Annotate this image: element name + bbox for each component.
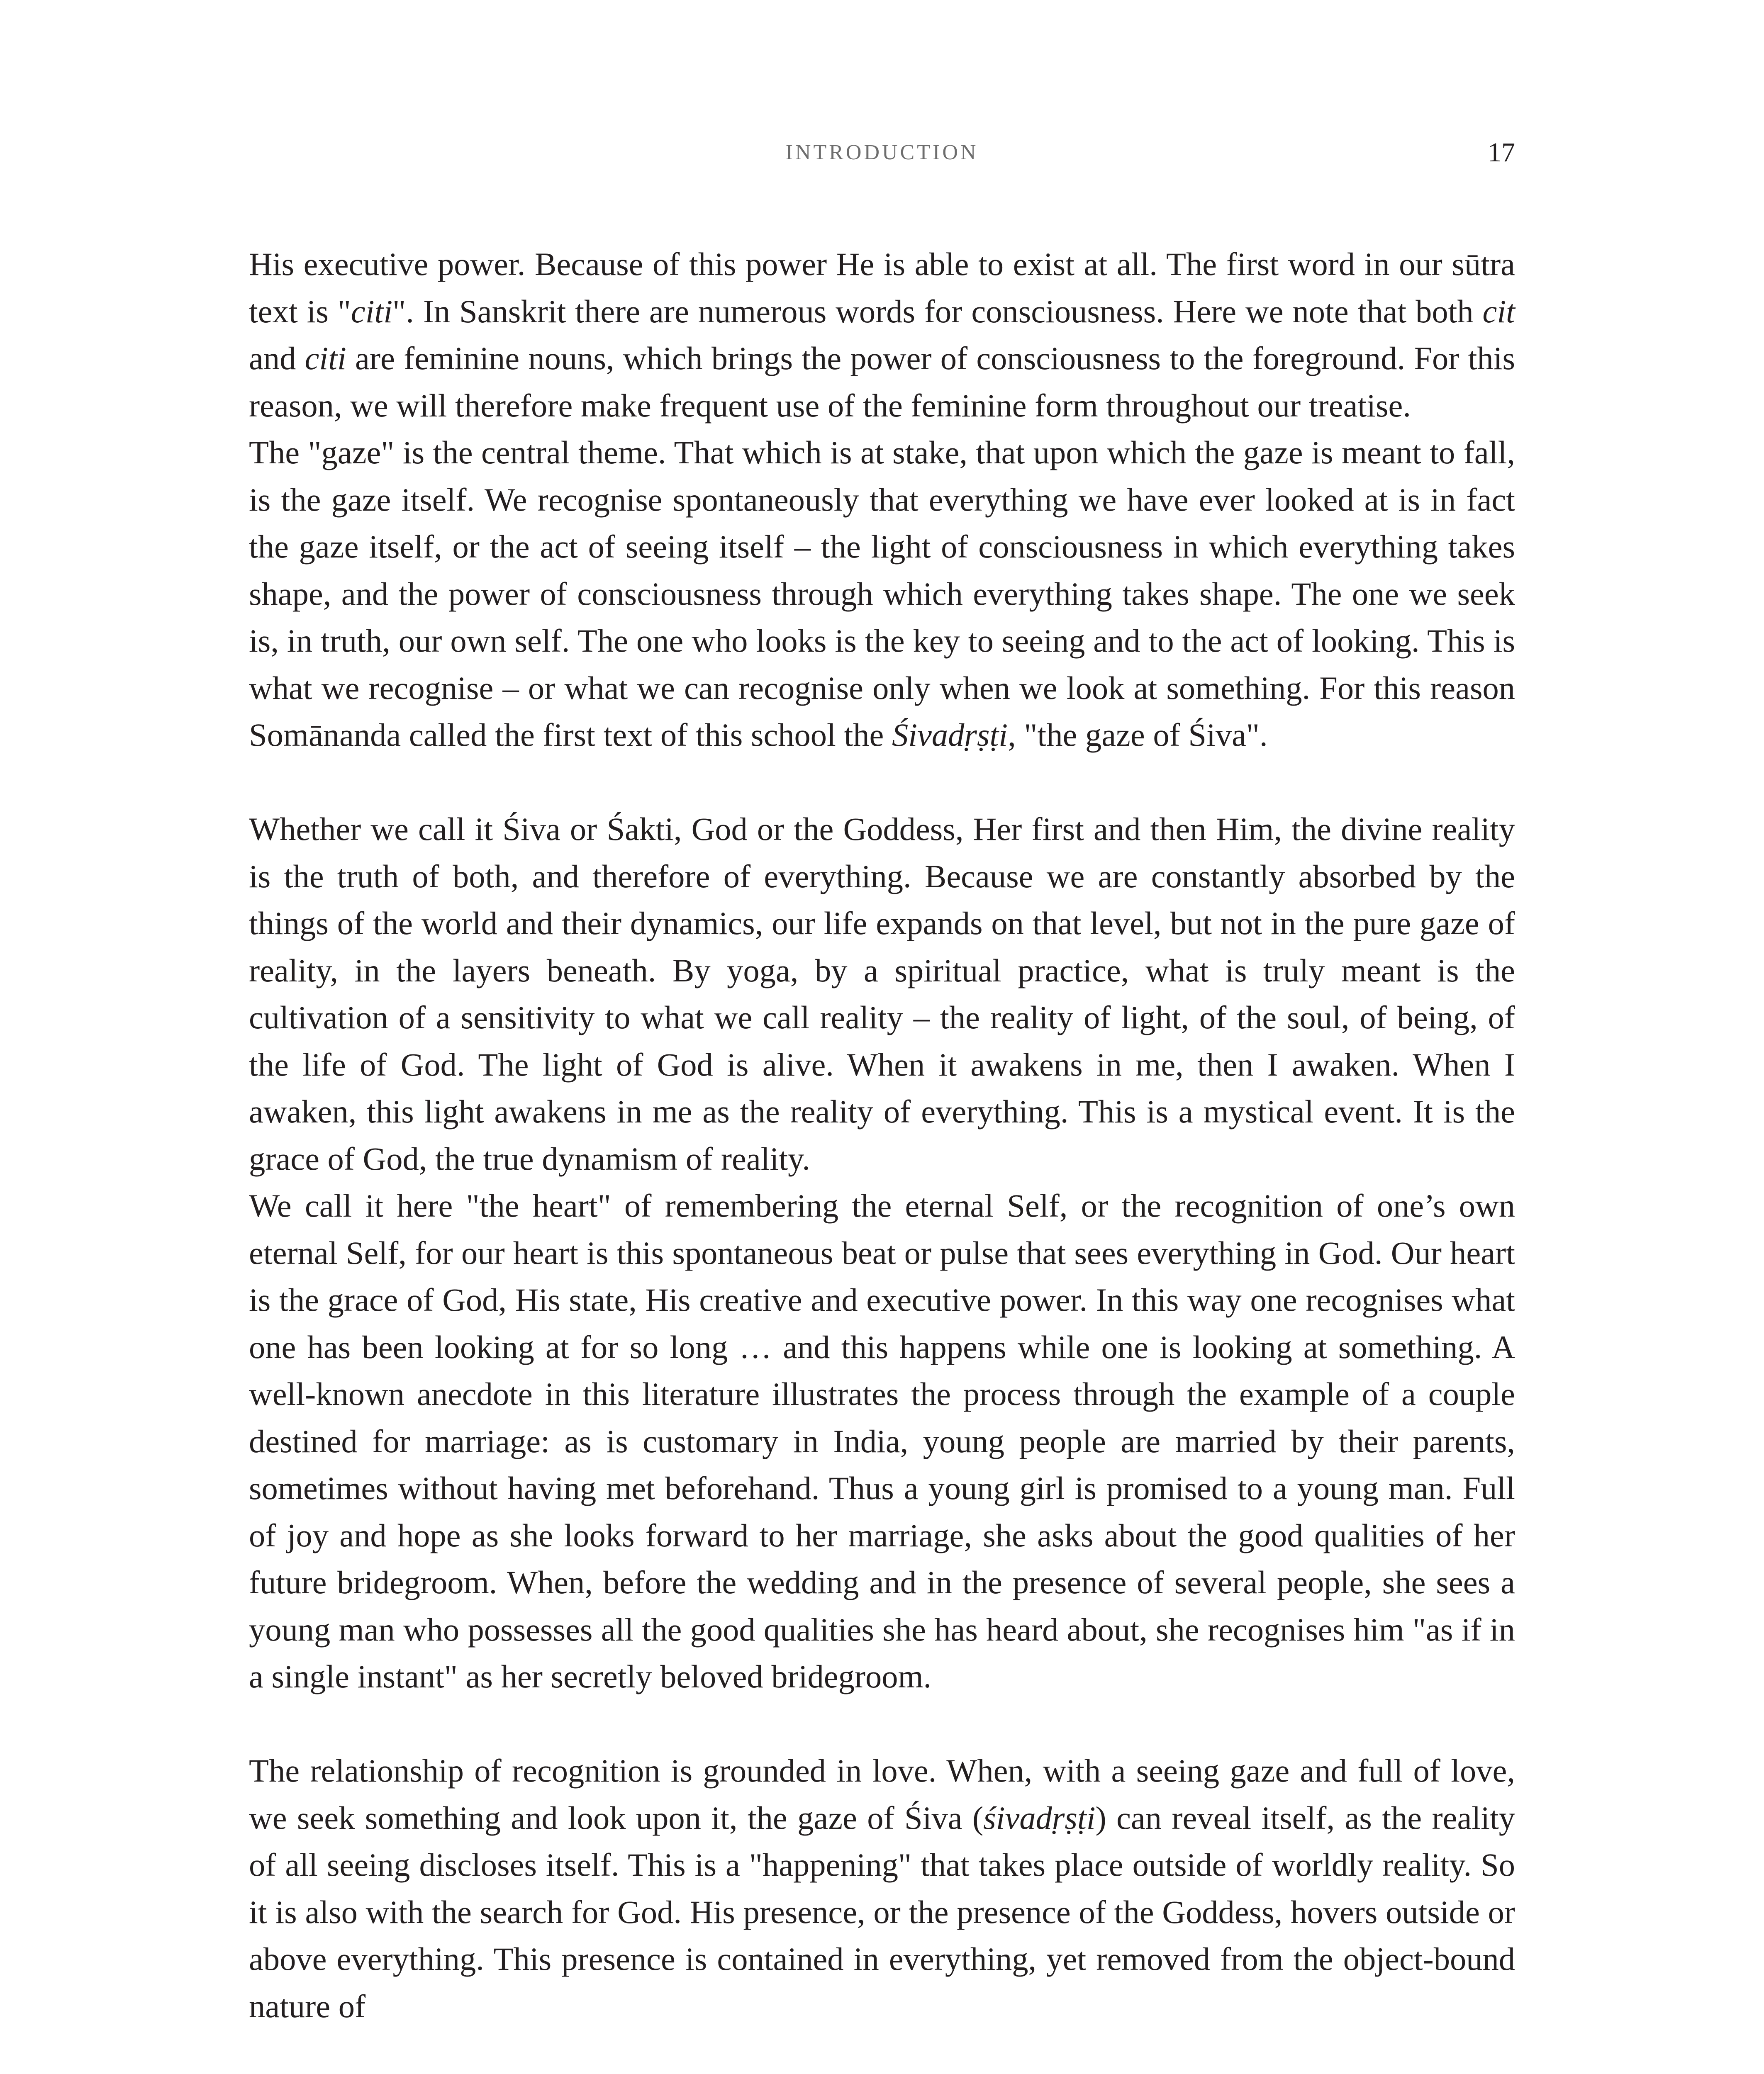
text-run: Whether we call it Śiva or Śakti, God or the Goddess, Her first and then Him, the divine reality is the truth of both, and therefore of everything. Because we are constantly absorbed by the things of the world and their dynamics, our life expands on that level, but not in the pure gaze of reality, in the layers beneath. By yoga, by a spiritual practice, what is truly meant is the cultivation of a sensitivity to what we call reality – the reality of light, of the soul, of being, of the life of God. The light of God is alive. When it awakens in me, then I awaken. When I awaken, this light awakens in me as the reality of everything. This is a mystical event. It is the grace of God, the true dynamism of reality.	[249, 811, 1515, 1177]
text-run: and	[249, 340, 305, 376]
page-number: 17	[1488, 137, 1515, 168]
paragraph	[249, 1182, 1515, 1700]
page-header	[249, 137, 1515, 174]
paragraph	[249, 429, 1515, 759]
running-title: INTRODUCTION	[785, 141, 979, 164]
paragraph	[249, 806, 1515, 1182]
text-run: The relationship of recognition is grounded in love. When, with a seeing gaze and full of love, we seek something and look upon it, the gaze of Śiva (	[249, 1753, 1515, 1836]
body-text	[249, 241, 1515, 2030]
text-run: The "gaze" is the central theme. That which is at stake, that upon which the gaze is meant to fall, is the gaze itself. We recognise spontaneously that everything we have ever looked at is in fact the gaze itself, or the act of seeing itself – the light of consciousness in which everything takes shape, and the power of consciousness through which everything takes shape. The one we seek is, in truth, our own self. The one who looks is the key to seeing and to the act of looking. This is what we recognise – or what we can recognise only when we look at something. For this reason Somānanda called the first text of this school the	[249, 434, 1515, 753]
paragraph	[249, 241, 1515, 429]
italic-term: citi	[305, 340, 346, 376]
text-run: We call it here "the heart" of remembering the eternal Self, or the recognition of one’s own eternal Self, for our heart is this spontaneous beat or pulse that sees everything in God. Our heart is the grace of God, His state, His creative and executive power. In this way one recognises what one has been looking at for so long … and this happens while one is looking at something. A well-known anecdote in this literature illustrates the process through the example of a couple destined for marriage: as is customary in India, young people are married by their parents, sometimes without having met beforehand. Thus a young girl is promised to a young man. Full of joy and hope as she looks forward to her marriage, she asks about the good qualities of her future bridegroom. When, before the wedding and in the presence of several people, she sees a young man who possesses all the good qualities she has heard about, she recognises him "as if in a single instant" as her secretly beloved bridegroom.	[249, 1188, 1515, 1694]
paragraph	[249, 1747, 1515, 2030]
italic-term: cit	[1482, 293, 1515, 329]
italic-term: śivadṛṣṭi	[983, 1799, 1096, 1836]
text-run: ) can reveal itself, as the reality of all seeing discloses itself. This is a "happening" that takes place outside of worldly reality. So it is also with the search for God. His presence, or the presence of the Goddess, hovers outside or above everything. This presence is contained in everything, yet removed from the object-bound nature of	[249, 1799, 1515, 2024]
italic-term: Śivadṛṣṭi	[892, 717, 1008, 753]
text-run: His executive power. Because of this power He is able to exist at all. The first word in our sūtra text is "	[249, 246, 1515, 329]
text-run: are feminine nouns, which brings the power of consciousness to the foreground. For this reason, we will therefore make frequent use of the feminine form throughout our treatise.	[249, 340, 1515, 424]
text-run: , "the gaze of Śiva".	[1008, 717, 1268, 753]
text-run: ". In Sanskrit there are numerous words for consciousness. Here we note that both	[392, 293, 1483, 329]
italic-term: citi	[351, 293, 393, 329]
